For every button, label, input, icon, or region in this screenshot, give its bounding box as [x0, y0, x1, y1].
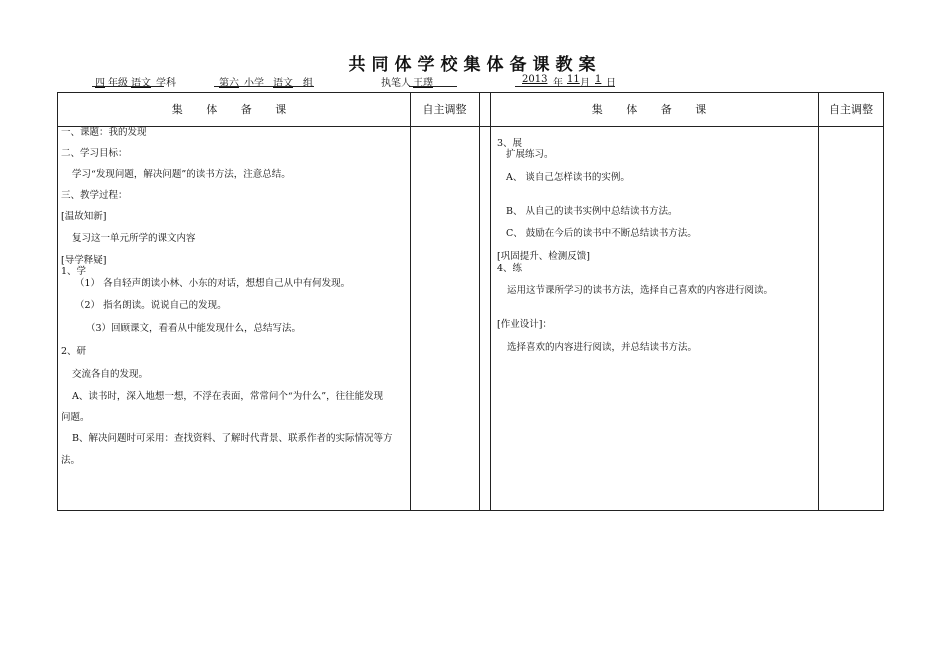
objectives-text: 学习“发现问题，解决问题”的读书方法，注意总结。: [72, 169, 291, 180]
step-research: 2、研: [61, 346, 87, 357]
process-heading: 三、教学过程：: [61, 190, 128, 201]
step-learn: 1、学: [61, 266, 87, 277]
underline-author: [409, 86, 457, 87]
review-text: 复习这一单元所学的课文内容: [72, 233, 196, 244]
header-info-row: [0, 74, 950, 90]
group-value: 语文: [273, 78, 293, 89]
grade-label: 年级: [108, 78, 128, 89]
show-item-c: C、 鼓励在今后的读书中不断总结读书方法。: [506, 228, 697, 239]
year-label: 年: [553, 78, 563, 89]
step-show: 3、展: [497, 138, 523, 149]
header-collective-prep-left: 集 体 备 课: [171, 103, 297, 116]
lesson-topic: 一、课题：我的发现: [61, 127, 147, 138]
group-label: 组: [303, 78, 313, 89]
research-item-b-cont: 法。: [61, 455, 81, 466]
subject-value: 语文: [131, 78, 151, 89]
underline-school-group: [214, 86, 314, 87]
month-label: 月: [580, 78, 590, 89]
show-item-a: A、 谈自己怎样读书的实例。: [506, 172, 630, 183]
underline-date: [515, 86, 615, 87]
step-practice: 4、练: [497, 263, 523, 274]
learn-item-1: （1） 各自轻声朗读小林、小东的对话，想想自己从中有何发现。: [75, 278, 351, 289]
header-self-adjust-left: 自主调整: [422, 103, 467, 116]
header-collective-prep-right: 集 体 备 课: [591, 103, 717, 116]
research-text: 交流各自的发现。: [72, 369, 149, 380]
school-label: 小学: [244, 78, 264, 89]
show-text: 扩展练习。: [506, 149, 554, 160]
practice-text: 运用这节课所学习的读书方法，选择自己喜欢的内容进行阅读。: [507, 285, 774, 296]
learn-item-3: （3）回顾课文，看看从中能发现什么，总结写法。: [86, 323, 302, 334]
column-divider: [410, 93, 411, 510]
show-item-b: B、 从自己的读书实例中总结读书方法。: [506, 206, 678, 217]
header-self-adjust-right: 自主调整: [829, 103, 873, 116]
author-value: 王璞: [413, 78, 433, 89]
homework-section: [作业设计]：: [497, 319, 552, 330]
grade-value: 四: [95, 78, 105, 89]
research-item-a-cont: 问题。: [61, 412, 90, 423]
review-section: [温故知新]: [61, 211, 107, 222]
column-divider: [490, 93, 491, 510]
year-value: 2013: [522, 74, 548, 85]
objectives-heading: 二、学习目标：: [61, 148, 128, 159]
consolidate-section: [巩固提升、检测反馈]: [497, 251, 590, 262]
school-value: 第六: [219, 78, 239, 89]
day-label: 日: [606, 78, 616, 89]
lesson-plan-table: [57, 92, 884, 511]
research-item-a: A、读书时，深入地想一想，不浮在表面，常常问个“为什么”，往往能发现: [72, 391, 384, 402]
column-divider: [479, 93, 480, 510]
page-title: 共同体学校集体备课教案: [348, 55, 602, 75]
underline-grade-subject: [92, 86, 164, 87]
guided-section: [导学释疑]: [61, 255, 107, 266]
day-value: 1: [595, 74, 602, 85]
month-value: 11: [567, 74, 580, 85]
author-label: 执笔人: [381, 78, 411, 89]
homework-text: 选择喜欢的内容进行阅读，并总结读书方法。: [507, 342, 698, 353]
learn-item-2: （2） 指名朗读。说说自己的发现。: [75, 300, 227, 311]
header-divider: [58, 126, 883, 127]
column-divider: [818, 93, 819, 510]
subject-label: 学科: [156, 78, 176, 89]
research-item-b: B、解决问题时可采用：查找资料、了解时代背景、联系作者的实际情况等方: [72, 433, 393, 444]
